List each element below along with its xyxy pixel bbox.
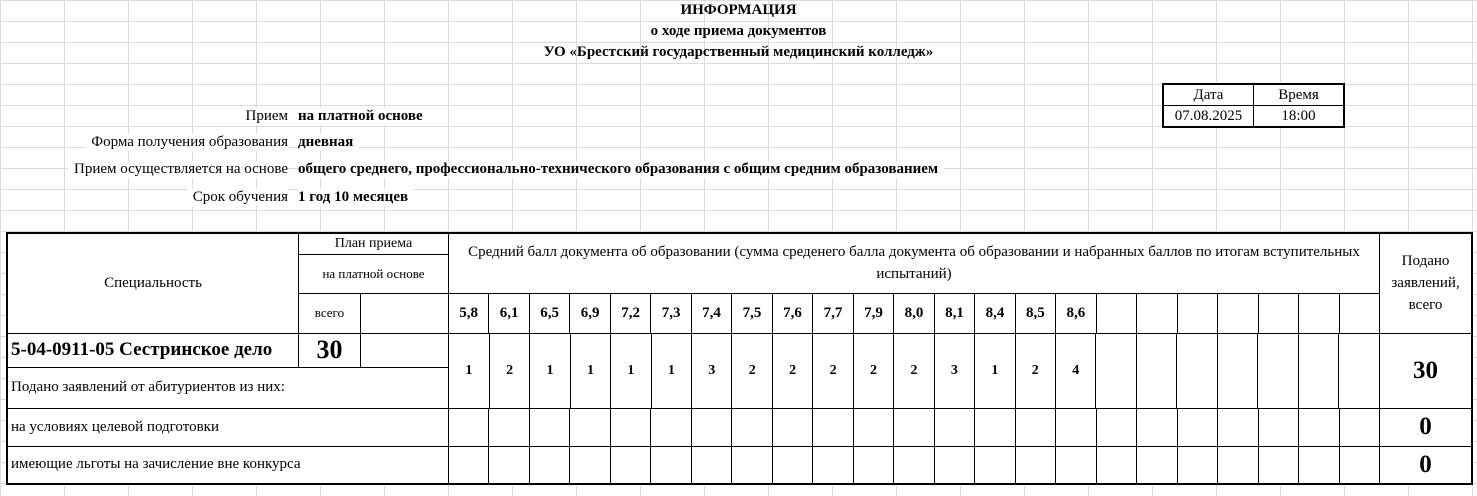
targeted-cell <box>1096 408 1136 446</box>
info-value-study-form: дневная <box>298 134 359 151</box>
info-value-basis: общего среднего, профессионально-технического образования с общим средним образованием <box>298 161 944 178</box>
targeted-cell <box>448 408 488 446</box>
targeted-cell <box>570 408 610 446</box>
targeted-cell <box>529 408 569 446</box>
institution-name: УО «Брестский государственный медицинский колледж» <box>543 44 934 60</box>
count-cell: 1 <box>975 334 1015 408</box>
score-cell: 7,4 <box>691 293 731 333</box>
count-cell: 2 <box>1015 334 1055 408</box>
count-cell <box>1177 334 1217 408</box>
score-cell: 7,9 <box>853 293 893 333</box>
benefits-cell <box>1056 446 1096 484</box>
time-label: Время <box>1254 84 1345 106</box>
plan-total-label: всего <box>299 293 361 333</box>
page-title: ИНФОРМАЦИЯ <box>680 2 797 18</box>
score-cell: 6,9 <box>570 293 610 333</box>
score-header: Средний балл документа об образовании (сумма среденего балла документа об образовании и набранных баллов по итогам вступительных испытаний) <box>448 233 1379 293</box>
targeted-total: 0 <box>1380 408 1472 446</box>
count-cell: 1 <box>449 334 489 408</box>
score-cell: 8,0 <box>894 293 934 333</box>
plan-paid-header: на платной основе <box>299 254 449 293</box>
info-label-duration: Срок обучения <box>187 189 288 206</box>
date-value: 07.08.2025 <box>1163 106 1254 128</box>
benefits-cell <box>610 446 650 484</box>
benefits-cell <box>651 446 691 484</box>
score-cell <box>1218 293 1258 333</box>
count-cell: 2 <box>732 334 772 408</box>
info-value-duration: 1 год 10 месяцев <box>298 189 414 206</box>
plan-total-value: 30 <box>299 333 361 367</box>
benefits-cell <box>853 446 893 484</box>
targeted-cell <box>1218 408 1258 446</box>
row-targeted-label: на условиях целевой подготовки <box>7 408 448 446</box>
benefits-cell <box>975 446 1015 484</box>
count-cell <box>1136 334 1176 408</box>
info-label-admission: Прием <box>239 108 288 125</box>
benefits-cell <box>1015 446 1055 484</box>
benefits-cell <box>1258 446 1298 484</box>
count-cell: 1 <box>570 334 610 408</box>
time-value: 18:00 <box>1254 106 1345 128</box>
score-cell: 6,1 <box>489 293 529 333</box>
count-cell: 2 <box>894 334 934 408</box>
targeted-cell <box>1299 408 1339 446</box>
count-cell <box>1339 334 1380 408</box>
benefits-cell <box>1299 446 1339 484</box>
targeted-cell <box>1137 408 1177 446</box>
targeted-cell <box>1339 408 1380 446</box>
admission-table <box>6 232 1473 485</box>
count-cell: 2 <box>853 334 893 408</box>
submitted-total-header: Подано заявлений, всего <box>1380 233 1472 333</box>
specialty-name: 5-04-0911-05 Сестринское дело <box>7 333 299 367</box>
targeted-cell <box>772 408 812 446</box>
benefits-cell <box>732 446 772 484</box>
benefits-cell <box>813 446 853 484</box>
count-cell <box>1096 334 1136 408</box>
score-cell <box>1339 293 1380 333</box>
count-cell: 1 <box>530 334 570 408</box>
count-cell <box>1258 334 1298 408</box>
score-cell <box>1096 293 1136 333</box>
targeted-cell <box>732 408 772 446</box>
targeted-cell <box>610 408 650 446</box>
benefits-cell <box>1339 446 1380 484</box>
benefits-cell <box>1137 446 1177 484</box>
count-cell: 2 <box>489 334 529 408</box>
count-cell: 3 <box>692 334 732 408</box>
score-cell: 8,4 <box>975 293 1015 333</box>
info-value-admission: на платной основе <box>298 108 429 125</box>
targeted-cell <box>813 408 853 446</box>
score-cell: 8,1 <box>934 293 974 333</box>
benefits-cell <box>489 446 529 484</box>
count-cell: 2 <box>813 334 853 408</box>
info-label-study-form: Форма получения образования <box>85 134 288 151</box>
date-label: Дата <box>1163 84 1254 106</box>
benefits-cell <box>772 446 812 484</box>
plan-header: План приема <box>299 233 449 254</box>
targeted-cell <box>489 408 529 446</box>
targeted-cell <box>1177 408 1217 446</box>
targeted-cell <box>894 408 934 446</box>
benefits-cell <box>691 446 731 484</box>
benefits-cell <box>1177 446 1217 484</box>
count-cell: 2 <box>772 334 812 408</box>
submitted-total-value: 30 <box>1380 333 1472 408</box>
count-cell: 1 <box>611 334 651 408</box>
targeted-cell <box>651 408 691 446</box>
benefits-total: 0 <box>1380 446 1472 484</box>
score-cell: 7,2 <box>610 293 650 333</box>
benefits-cell <box>448 446 488 484</box>
count-cell: 4 <box>1055 334 1095 408</box>
targeted-cell <box>853 408 893 446</box>
count-cell <box>1217 334 1257 408</box>
score-cell <box>1177 293 1217 333</box>
score-cell: 8,6 <box>1056 293 1096 333</box>
score-cell <box>1299 293 1339 333</box>
benefits-cell <box>529 446 569 484</box>
row-benefits-label: имеющие льготы на зачисление вне конкурса <box>7 446 448 484</box>
info-label-basis: Прием осуществляется на основе <box>68 161 288 178</box>
row-applicants-label: Подано заявлений от абитуриентов из них: <box>7 367 448 408</box>
score-cell: 7,3 <box>651 293 691 333</box>
benefits-cell <box>934 446 974 484</box>
page-subtitle: о ходе приема документов <box>650 23 827 39</box>
targeted-cell <box>1015 408 1055 446</box>
count-row <box>449 334 1379 408</box>
benefits-cell <box>1218 446 1258 484</box>
count-cell: 1 <box>651 334 691 408</box>
score-cell: 7,7 <box>813 293 853 333</box>
targeted-cell <box>1056 408 1096 446</box>
score-cell: 7,5 <box>732 293 772 333</box>
specialty-header: Специальность <box>7 233 299 333</box>
count-cell <box>1298 334 1338 408</box>
date-time-box <box>1162 83 1345 128</box>
score-cell: 6,5 <box>529 293 569 333</box>
targeted-cell <box>1258 408 1298 446</box>
count-cell: 3 <box>934 334 974 408</box>
score-cell <box>1137 293 1177 333</box>
score-cell: 5,8 <box>448 293 488 333</box>
benefits-cell <box>570 446 610 484</box>
benefits-cell <box>894 446 934 484</box>
targeted-cell <box>691 408 731 446</box>
score-cell: 8,5 <box>1015 293 1055 333</box>
score-cell <box>1258 293 1298 333</box>
targeted-cell <box>975 408 1015 446</box>
targeted-cell <box>934 408 974 446</box>
score-cell: 7,6 <box>772 293 812 333</box>
benefits-cell <box>1096 446 1136 484</box>
